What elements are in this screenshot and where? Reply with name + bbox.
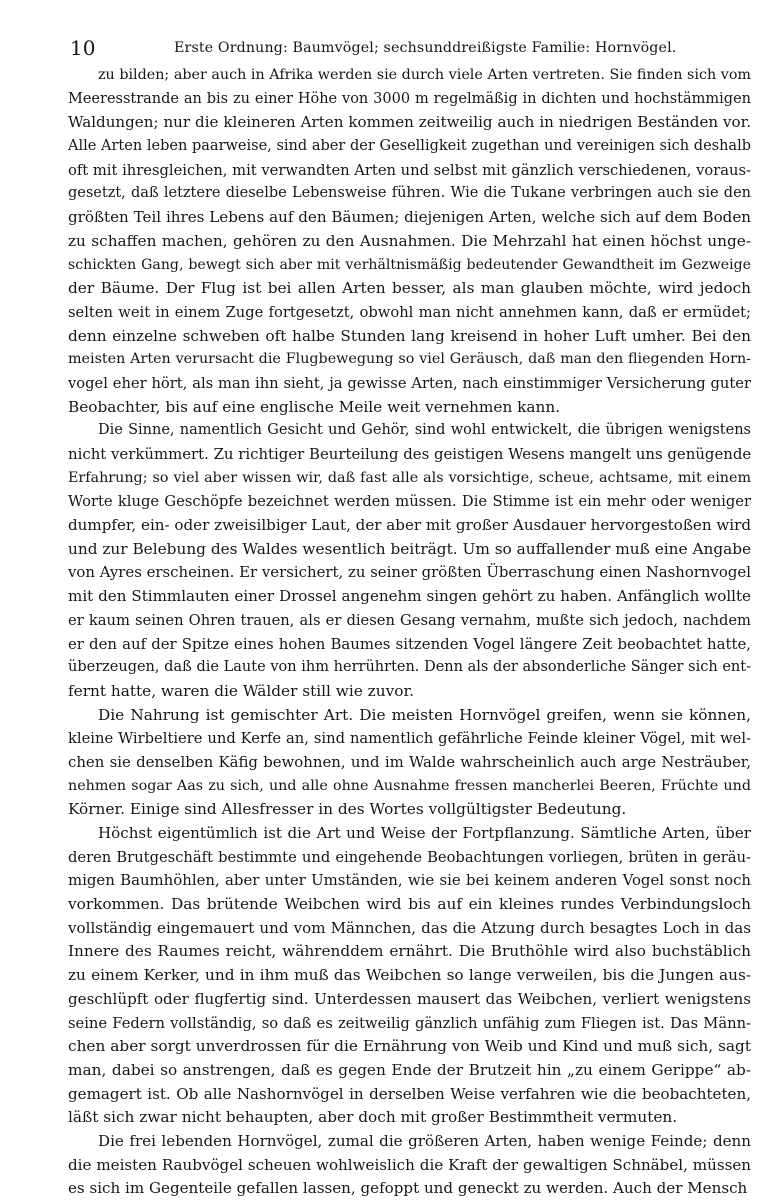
paragraph-2 — [68, 419, 751, 703]
text-line: chen aber sorgt unverdrossen für die Ernährung von Weib und Kind und muß sich, sagt — [68, 1037, 751, 1056]
text-line: nicht verkümmert. Zu richtiger Beurteilung des geistigen Wesens mangelt uns genügende — [68, 445, 752, 463]
text-line: gemagert ist. Ob alle Nashornvögel in derselben Weise verfahren wie die beobachteten, — [68, 1084, 751, 1103]
page-number: 10 — [70, 36, 96, 60]
text-line: überzeugen, daß die Laute von ihm herrührten. Denn als der absonderliche Sänger sich ent- — [68, 659, 751, 676]
text-line: Erfahrung; so viel aber wissen wir, daß fast alle als vorsichtige, scheue, achtsame, mit einem — [68, 469, 751, 486]
text-line: Körner. Einige sind Allesfresser in des Wortes vollgültigster Bedeutung. — [68, 800, 627, 819]
body-text — [68, 64, 751, 1201]
text-line: vorkommen. Das brütende Weibchen wird bis auf ein kleines rundes Verbindungsloch — [68, 895, 751, 914]
text-line: größten Teil ihres Lebens auf den Bäumen; diejenigen Arten, welche sich auf dem Boden — [68, 208, 751, 227]
text-line: gesetzt, daß letztere dieselbe Lebensweise führen. Wie die Tukane verbringen auch sie den — [68, 185, 751, 202]
text-line: vogel eher hört, als man ihn sieht, ja gewisse Arten, nach einstimmiger Versicherung guter — [68, 374, 751, 392]
text-line: seine Federn vollständig, so daß es zeitweilig gänzlich unfähig zum Fliegen ist. Das Männ- — [68, 1014, 751, 1032]
text-line: deren Brutgeschäft bestimmte und eingehende Beobachtungen vorliegen, brüten in geräu- — [68, 848, 751, 866]
paragraph-1 — [68, 64, 751, 419]
text-line: Beobachter, bis auf eine englische Meile weit vernehmen kann. — [68, 397, 561, 416]
text-line: Die frei lebenden Hornvögel, zumal die größeren Arten, haben wenige Feinde; denn — [98, 1131, 751, 1150]
text-line: selten weit in einem Zuge fortgesetzt, obwohl man nicht annehmen kann, daß er ermüdet; — [68, 303, 751, 321]
text-line: fernt hatte, waren die Wälder still wie zuvor. — [68, 681, 414, 700]
paragraph-3 — [68, 704, 751, 822]
text-line: dumpfer, ein- oder zweisilbiger Laut, der aber mit großer Ausdauer hervorgestoßen wird — [68, 516, 751, 535]
text-line: der Bäume. Der Flug ist bei allen Arten besser, als man glauben möchte, wird jedoch — [68, 279, 751, 298]
text-line: kleine Wirbeltiere und Kerfe an, sind namentlich gefährliche Feinde kleiner Vögel, mit wel- — [68, 730, 751, 748]
text-line: migen Baumhöhlen, aber unter Umständen, wie sie bei keinem anderen Vogel sonst noch — [68, 871, 751, 890]
text-line: chen sie denselben Käfig bewohnen, und im Walde wahrscheinlich auch arge Nesträuber, — [68, 752, 751, 771]
text-line: vollständig eingemauert und vom Männchen, das die Atzung durch besagtes Loch in das — [68, 918, 751, 937]
text-line: oft mit ihresgleichen, mit verwandten Arten und selbst mit gänzlich verschiedenen, voraus- — [68, 161, 751, 179]
text-line: geschlüpft oder flugfertig sind. Unterdessen mausert das Weibchen, verliert wenigstens — [68, 989, 751, 1008]
text-line: Die Nahrung ist gemischter Art. Die meisten Hornvögel greifen, wenn sie können, — [98, 705, 751, 724]
text-line: Alle Arten leben paarweise, sind aber der Geselligkeit zugethan und vereinigen sich deshalb — [68, 138, 751, 155]
text-line: Waldungen; nur die kleineren Arten kommen zeitweilig auch in niedrigen Beständen vor. — [68, 113, 751, 132]
text-line: man, dabei so anstrengen, daß es gegen Ende der Brutzeit hin „zu einem Gerippe“ ab- — [68, 1060, 751, 1079]
text-line: es sich im Gegenteile gefallen lassen, gefoppt und geneckt zu werden. Auch der Mensch — [68, 1179, 748, 1198]
text-line: Innere des Raumes reicht, währenddem ernährt. Die Bruthöhle wird also buchstäblich — [68, 942, 751, 961]
text-line: die meisten Raubvögel scheuen wohlweislich die Kraft der gewaltigen Schnäbel, müssen — [68, 1155, 751, 1174]
paragraph-5 — [68, 1130, 751, 1201]
text-line: schickten Gang, bewegt sich aber mit verhältnismäßig bedeutender Gewandtheit im Gezweige — [68, 256, 751, 273]
text-line: Meeresstrande an bis zu einer Höhe von 3000 m regelmäßig in dichten und hochstämmigen — [68, 90, 751, 107]
text-line: und zur Belebung des Waldes wesentlich beiträgt. Um so auffallender muß eine Angabe — [68, 539, 752, 558]
text-line: Höchst eigentümlich ist die Art und Weise der Fortpflanzung. Sämtliche Arten, über — [98, 824, 751, 842]
paragraph-4 — [68, 822, 751, 1130]
text-line: von Ayres erscheinen. Er versichert, zu seiner größten Überraschung einen Nashornvogel — [68, 563, 751, 582]
text-line: nehmen sogar Aas zu sich, und alle ohne Ausnahme fressen mancherlei Beeren, Früchte und — [68, 777, 751, 794]
text-line: Worte kluge Geschöpfe bezeichnet werden müssen. Die Stimme ist ein mehr oder weniger — [68, 493, 751, 511]
text-line: läßt sich zwar nicht behaupten, aber doch mit großer Bestimmtheit vermuten. — [68, 1108, 678, 1127]
running-title: Erste Ordnung: Baumvögel; sechsunddreißigste Familie: Hornvögel. — [174, 40, 677, 56]
text-line: Die Sinne, namentlich Gesicht und Gehör, sind wohl entwickelt, die übrigen wenigstens — [98, 422, 751, 439]
text-line: denn einzelne schweben oft halbe Stunden lang kreisend in hoher Luft umher. Bei den — [68, 326, 751, 345]
text-line: meisten Arten verursacht die Flugbewegung so viel Geräusch, daß man den fliegenden Horn- — [68, 351, 751, 368]
text-line: er kaum seinen Ohren trauen, als er diesen Gesang vernahm, mußte sich jedoch, nachdem — [68, 611, 751, 629]
text-line: er den auf der Spitze eines hohen Baumes sitzenden Vogel längere Zeit beobachtet hatte, — [68, 634, 751, 653]
text-line: zu bilden; aber auch in Afrika werden sie durch viele Arten vertreten. Sie finden sich vom — [98, 67, 751, 83]
text-line: zu schaffen machen, gehören zu den Ausnahmen. Die Mehrzahl hat einen höchst unge- — [68, 231, 751, 250]
running-head — [70, 34, 742, 62]
text-line: zu einem Kerker, und in ihm muß das Weibchen so lange verweilen, bis die Jungen aus- — [68, 966, 751, 985]
text-line: mit den Stimmlauten einer Drossel angenehm singen gehört zu haben. Anfänglich wollte — [68, 587, 751, 606]
